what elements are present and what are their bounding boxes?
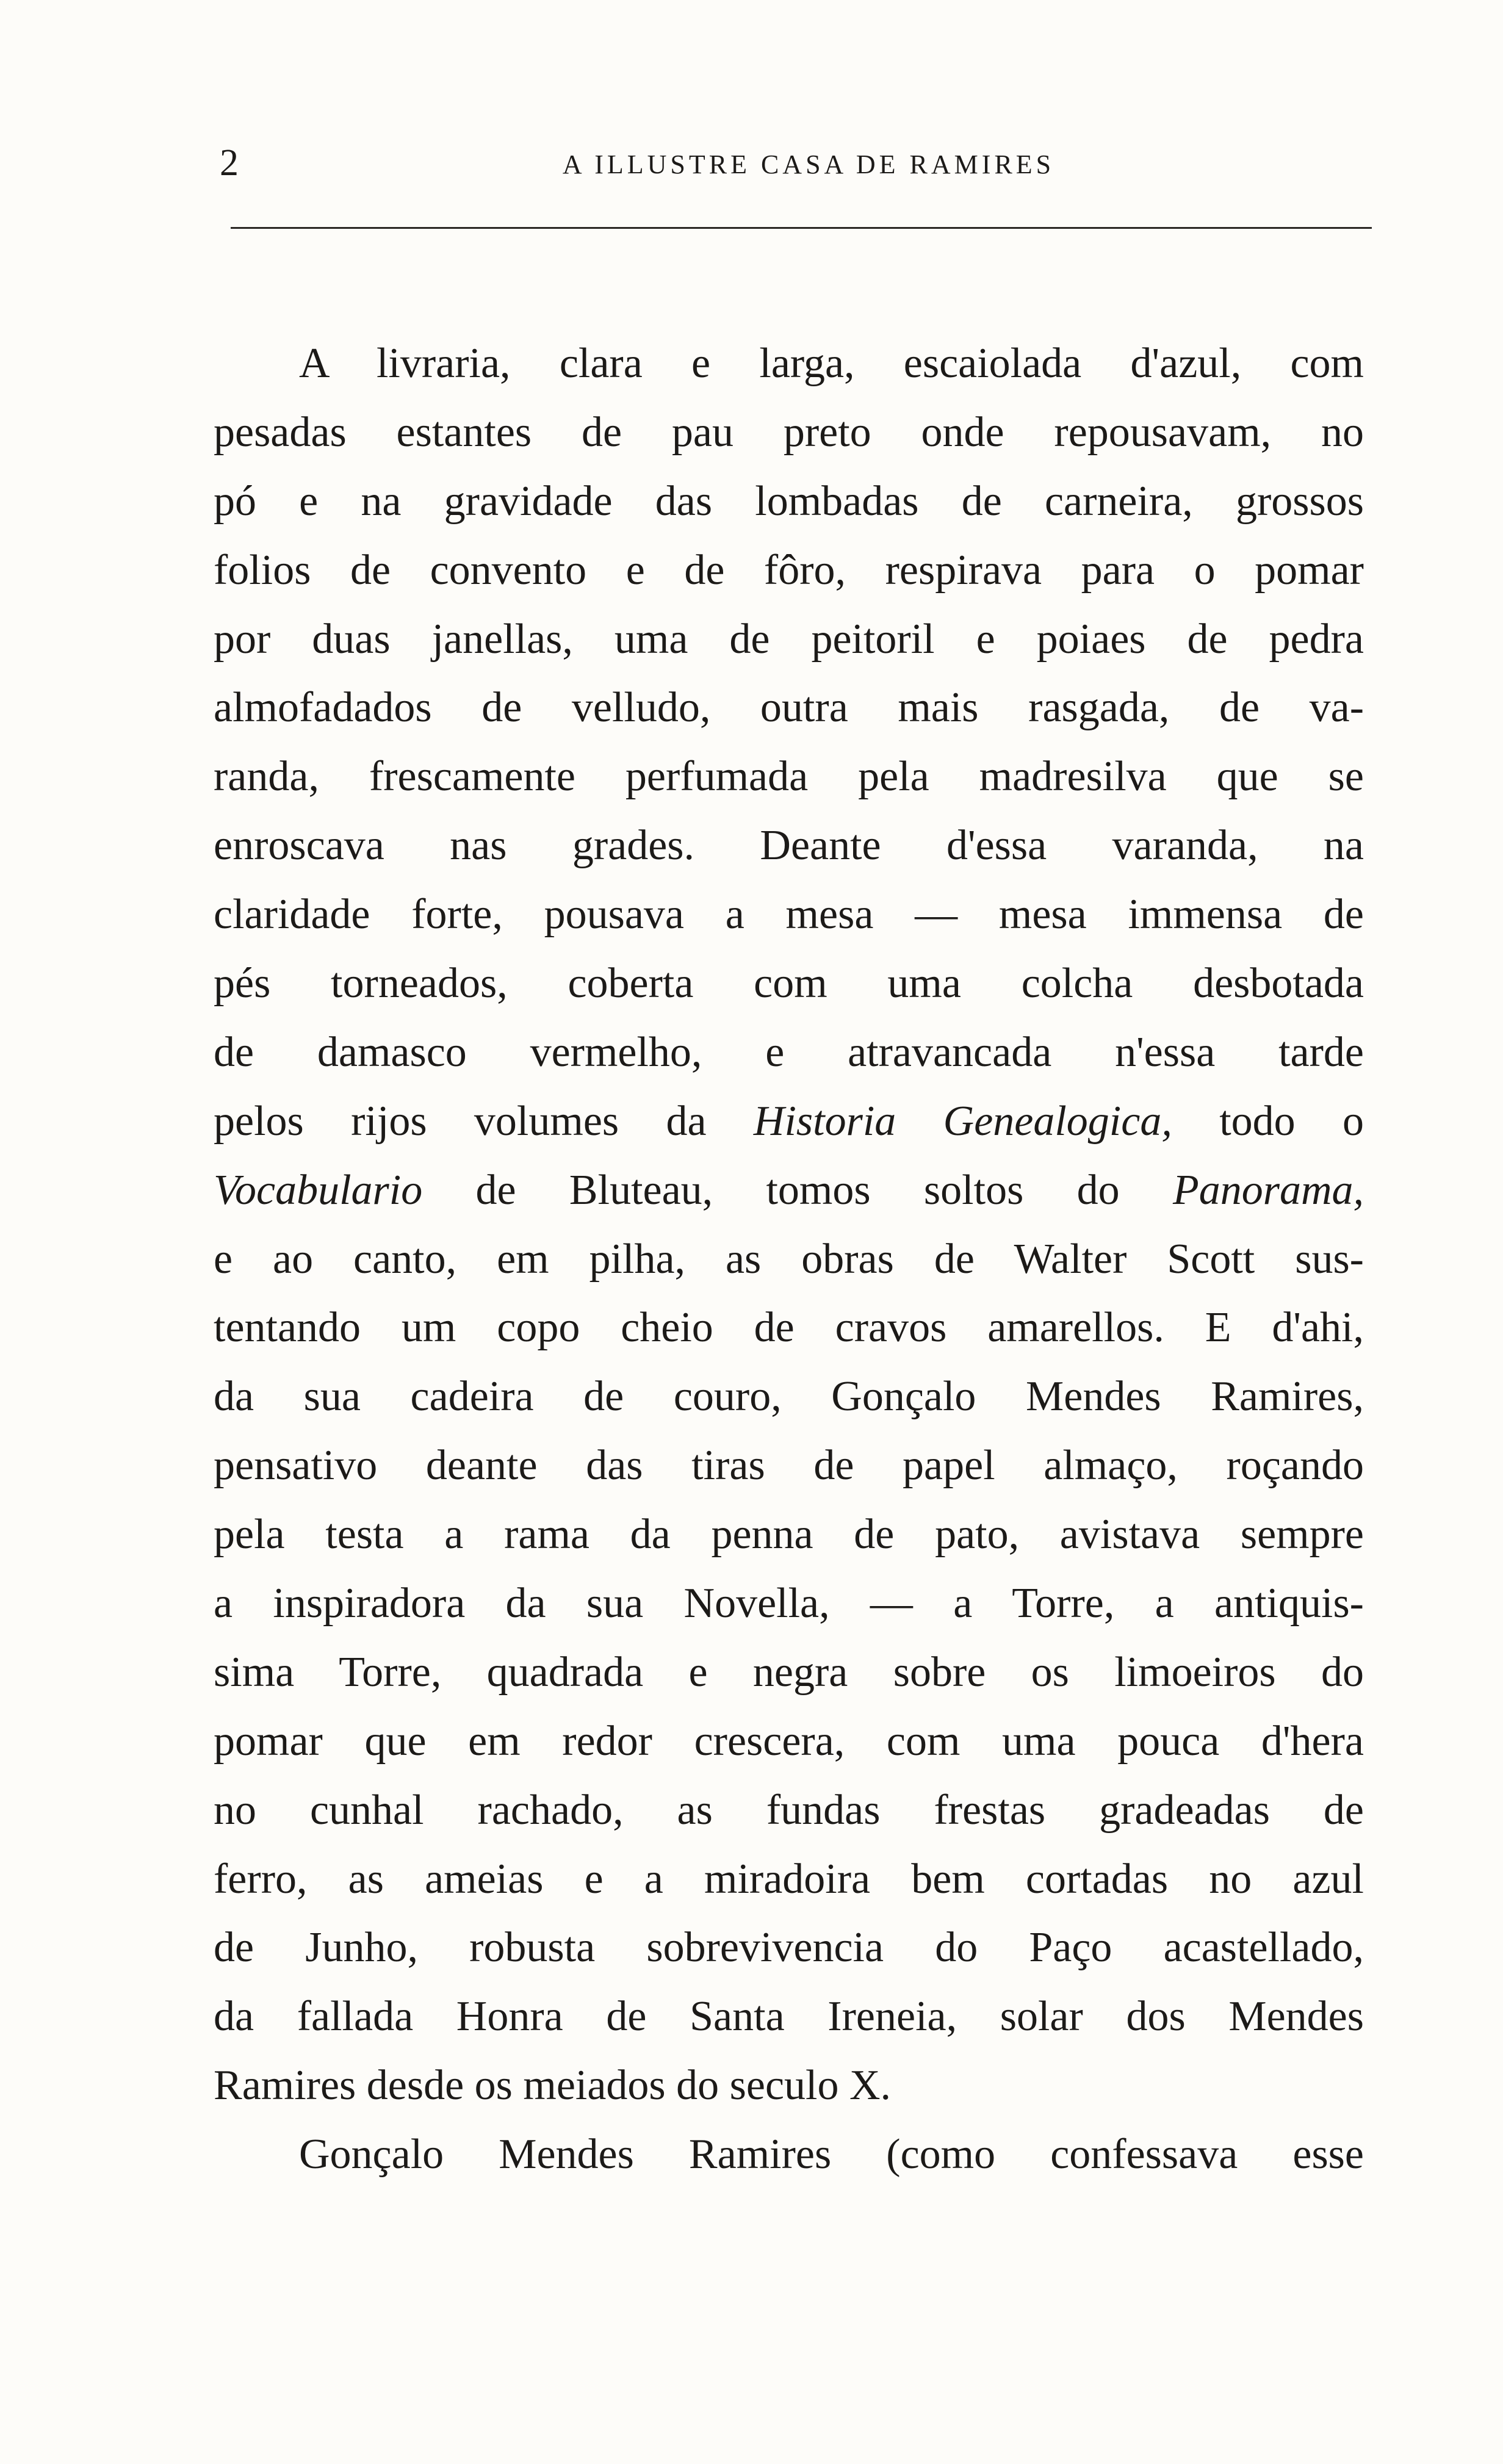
text-line: enroscava nas grades. Deante d'essa varanda, na [214,822,1364,870]
text-line: pesadas estantes de pau preto onde repousavam, no [214,408,1364,456]
body-text [214,330,1364,2189]
text-line: pomar que em redor crescera, com uma pouca d'hera [214,1717,1364,1765]
text-line: da fallada Honra de Santa Ireneia, solar dos Mendes [214,1993,1364,2041]
text-line: sima Torre, quadrada e negra sobre os limoeiros do [214,1648,1364,1696]
text-segment: pelos rijos volumes da [214,1097,707,1145]
text-line: pés torneados, coberta com uma colcha desbotada [214,960,1364,1007]
text-line: almofadados de velludo, outra mais rasgada, de va- [214,684,1364,732]
text-line: de damasco vermelho, e atravancada n'essa tarde [214,1028,1364,1076]
text-segment: todo o [1219,1097,1364,1145]
page-header [214,142,1367,190]
text-line: folios de convento e de fôro, respirava para o pomar [214,546,1364,594]
book-title-panorama: Panorama, [1172,1166,1364,1214]
text-line: e ao canto, em pilha, as obras de Walter Scott sus- [214,1235,1364,1283]
text-line: da sua cadeira de couro, Gonçalo Mendes Ramires, [214,1373,1364,1421]
text-line-mixed [214,1156,1364,1225]
text-segment: de Bluteau, tomos soltos do [475,1166,1120,1214]
text-line: ferro, as ameias e a miradoira bem cortadas no azul [214,1855,1364,1903]
text-line: no cunhal rachado, as fundas frestas gradeadas de [214,1786,1364,1834]
text-line: claridade forte, pousava a mesa — mesa immensa de [214,891,1364,938]
text-line: randa, frescamente perfumada pela madresilva que se [214,753,1364,801]
header-rule [231,227,1372,229]
text-line: de Junho, robusta sobrevivencia do Paço acastellado, [214,1924,1364,1972]
text-line: Gonçalo Mendes Ramires (como confessava esse [299,2131,1364,2178]
text-line: A livraria, clara e larga, escaiolada d'azul, com [299,340,1364,387]
book-title-historia: Historia Genealogica, [753,1097,1172,1145]
text-line: a inspiradora da sua Novella, — a Torre, a antiquis- [214,1580,1364,1627]
text-line: pensativo deante das tiras de papel almaço, roçando [214,1442,1364,1490]
book-title-vocabulario: Vocabulario [214,1166,423,1214]
text-line-mixed [214,1087,1364,1156]
text-line: pela testa a rama da penna de pato, avistava sempre [214,1511,1364,1558]
running-title: A ILLUSTRE CASA DE RAMIRES [562,149,1055,179]
text-line: Ramires desde os meiados do seculo X. [214,2062,892,2109]
text-line: pó e na gravidade das lombadas de carneira, grossos [214,477,1364,525]
page-number: 2 [220,142,239,184]
text-line: tentando um copo cheio de cravos amarellos. E d'ahi, [214,1304,1364,1352]
text-line: por duas janellas, uma de peitoril e poiaes de pedra [214,615,1364,663]
